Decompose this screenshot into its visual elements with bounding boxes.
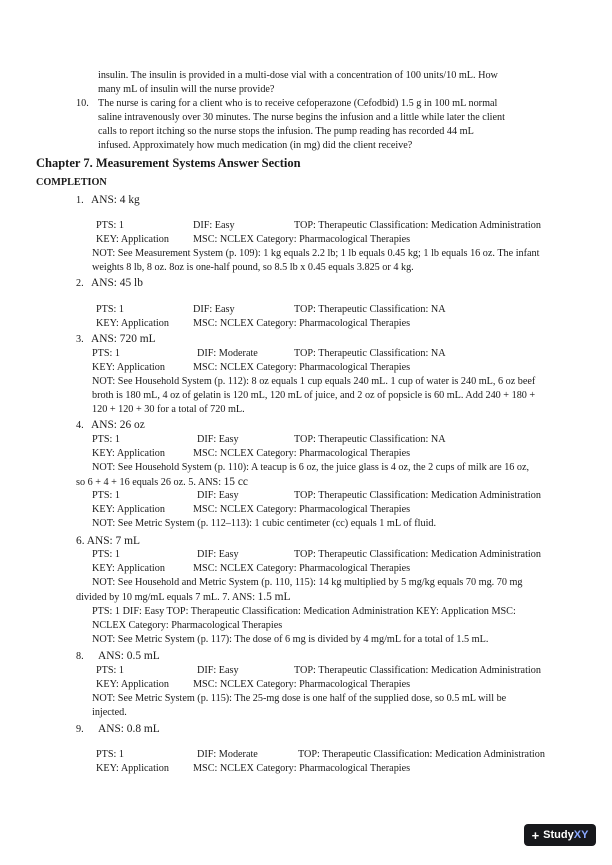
points: PTS: 1	[96, 665, 125, 676]
section-label: COMPLETION	[36, 177, 107, 188]
question-10-text: infused. Approximately how much medication (in mg) did the client receive?	[98, 140, 413, 151]
topic: TOP: Therapeutic Classification: Medication Administration	[294, 549, 541, 560]
note-text: divided by 10 mg/mL equals 7 mL. 7. ANS:	[76, 592, 258, 603]
studyxy-badge[interactable]	[524, 824, 596, 846]
key: KEY: Application	[96, 679, 169, 690]
answer-value: ANS: 26 oz	[91, 419, 145, 431]
topic: TOP: Therapeutic Classification: Medication Administration	[294, 665, 541, 676]
difficulty: DIF: Easy	[193, 304, 235, 315]
answer-7-value: 1.5 mL	[257, 591, 291, 603]
msc: MSC: NCLEX Category: Pharmacological Therapies	[193, 679, 411, 690]
difficulty: DIF: Easy	[197, 549, 239, 560]
key: KEY: Application	[92, 563, 165, 574]
difficulty: DIF: Easy	[197, 665, 239, 676]
msc: MSC: NCLEX Category: Pharmacological Therapies	[193, 563, 411, 574]
answer-value: 6. ANS: 7 mL	[76, 535, 140, 547]
note: NOT: See Household and Metric System (p. 110, 115): 14 kg multiplied by 5 mg/kg equals 70 mg. 70 mg	[92, 577, 523, 588]
topic: TOP: Therapeutic Classification: Medication Administration	[298, 749, 545, 760]
plus-icon: +	[531, 827, 540, 843]
note: NOT: See Household System (p. 110): A teacup is 6 oz, the juice glass is 4 oz, the 2 cups of milk are 16 oz,	[92, 462, 530, 473]
answer-number: 4.	[76, 420, 84, 431]
topic: TOP: Therapeutic Classification: NA	[294, 348, 446, 359]
answer-value: ANS: 0.5 mL	[98, 650, 160, 662]
answer-value: ANS: 0.8 mL	[98, 723, 160, 735]
answer-number: 2.	[76, 278, 84, 289]
key: KEY: Application	[96, 234, 169, 245]
key: KEY: Application	[92, 362, 165, 373]
metadata-line: NCLEX Category: Pharmacological Therapies	[92, 620, 283, 631]
note: NOT: See Measurement System (p. 109): 1 kg equals 2.2 lb; 1 lb equals 0.45 kg; 1 lb equals 16 oz. The infant	[92, 248, 540, 259]
difficulty: DIF: Easy	[197, 490, 239, 501]
msc: MSC: NCLEX Category: Pharmacological Therapies	[193, 362, 411, 373]
difficulty: DIF: Moderate	[197, 749, 258, 760]
points: PTS: 1	[92, 549, 121, 560]
topic: TOP: Therapeutic Classification: Medication Administration	[294, 220, 541, 231]
msc: MSC: NCLEX Category: Pharmacological Therapies	[193, 448, 411, 459]
answer-number: 1.	[76, 195, 84, 206]
points: PTS: 1	[96, 304, 125, 315]
topic: TOP: Therapeutic Classification: NA	[294, 304, 446, 315]
answer-value: ANS: 45 lb	[91, 277, 143, 289]
question-10-text: calls to report itching so the nurse stops the infusion. The pump reading has recorded 44 mL	[98, 126, 474, 137]
answer-value: ANS: 4 kg	[91, 194, 140, 206]
note: weights 8 lb, 8 oz. 8oz is one-half pound, so 8.5 lb x 0.45 equals 3.825 or 4 kg.	[92, 262, 414, 273]
key: KEY: Application	[92, 504, 165, 515]
note: NOT: See Household System (p. 112): 8 oz equals 1 cup equals 240 mL. 1 cup of water is 240 mL, 6 oz beef	[92, 376, 536, 387]
answer-5-value: 15 cc	[223, 476, 248, 488]
points: PTS: 1	[96, 749, 125, 760]
answer-number: 8.	[76, 651, 84, 662]
points: PTS: 1	[92, 348, 121, 359]
points: PTS: 1	[92, 434, 121, 445]
msc: MSC: NCLEX Category: Pharmacological Therapies	[193, 234, 411, 245]
points: PTS: 1	[92, 490, 121, 501]
note	[76, 591, 290, 604]
key: KEY: Application	[92, 448, 165, 459]
chapter-heading: Chapter 7. Measurement Systems Answer Section	[36, 156, 301, 170]
topic: TOP: Therapeutic Classification: Medication Administration	[294, 490, 541, 501]
note	[76, 476, 248, 489]
msc: MSC: NCLEX Category: Pharmacological Therapies	[193, 318, 411, 329]
brand-name: StudyXY	[543, 829, 589, 841]
note-text: so 6 + 4 + 16 equals 26 oz. 5. ANS:	[76, 477, 224, 488]
answer-value: ANS: 720 mL	[91, 333, 156, 345]
question-9-text: insulin. The insulin is provided in a multi-dose vial with a concentration of 100 units/10 mL. How	[98, 70, 498, 81]
answer-number: 9.	[76, 724, 84, 735]
msc: MSC: NCLEX Category: Pharmacological Therapies	[193, 763, 411, 774]
question-10-text: The nurse is caring for a client who is to receive cefoperazone (Cefodbid) 1.5 g in 100 mL normal	[98, 98, 498, 109]
points: PTS: 1	[96, 220, 125, 231]
note: broth is 180 mL, 4 oz of gelatin is 120 mL, 120 mL of juice, and 2 oz of popsicle is 60 mL. Add 240 + 180 +	[92, 390, 536, 401]
key: KEY: Application	[96, 318, 169, 329]
question-number: 10.	[76, 98, 89, 109]
answer-number: 3.	[76, 334, 84, 345]
question-9-text: many mL of insulin will the nurse provide?	[98, 84, 275, 95]
topic: TOP: Therapeutic Classification: NA	[294, 434, 446, 445]
msc: MSC: NCLEX Category: Pharmacological Therapies	[193, 504, 411, 515]
difficulty: DIF: Easy	[193, 220, 235, 231]
note: NOT: See Metric System (p. 112–113): 1 cubic centimeter (cc) equals 1 mL of fluid.	[92, 518, 437, 529]
key: KEY: Application	[96, 763, 169, 774]
difficulty: DIF: Moderate	[197, 348, 258, 359]
note: NOT: See Metric System (p. 115): The 25-mg dose is one half of the supplied dose, so 0.5 mL will be	[92, 693, 507, 704]
metadata-line: PTS: 1 DIF: Easy TOP: Therapeutic Classification: Medication Administration KEY: Application MSC:	[92, 606, 516, 617]
difficulty: DIF: Easy	[197, 434, 239, 445]
note: 120 + 120 + 30 for a total of 720 mL.	[92, 404, 245, 415]
question-10-text: saline intravenously over 30 minutes. The nurse begins the infusion and a little while later the client	[98, 112, 505, 123]
note: injected.	[92, 707, 127, 718]
note: NOT: See Metric System (p. 117): The dose of 6 mg is divided by 4 mg/mL for a total of 1.5 mL.	[92, 634, 489, 645]
